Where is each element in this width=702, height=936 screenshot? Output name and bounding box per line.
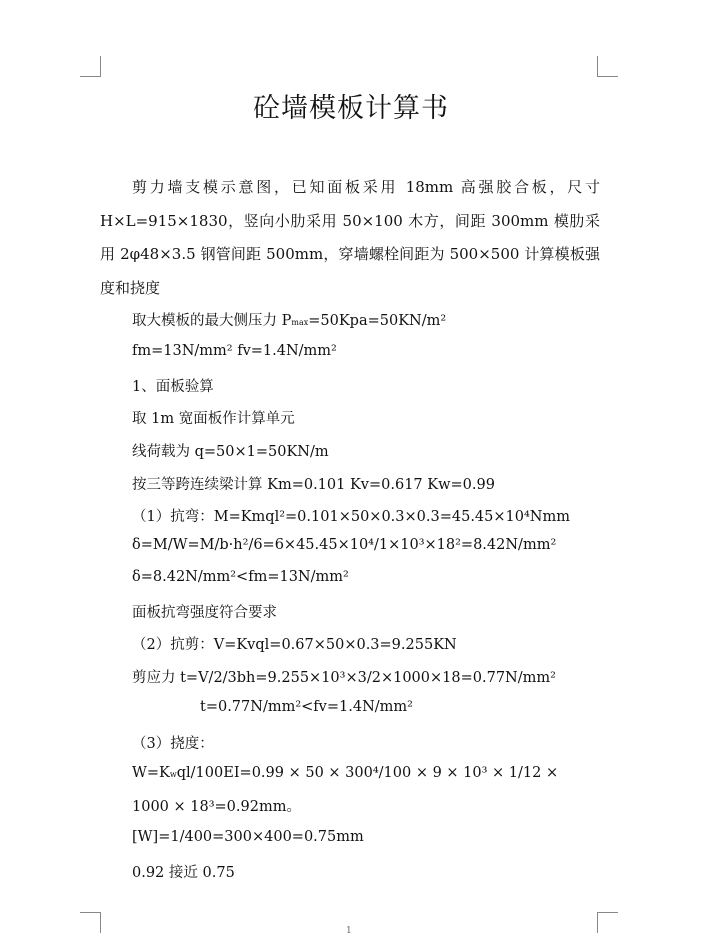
- deflection-subscript: w: [169, 770, 177, 779]
- deflection-formula-line: [132, 757, 598, 823]
- deflection-formula-rest: ql/100EI=0.99 × 50 × 300⁴/100 × 9 × 10³ × 1/12 × 1000 × 18³=0.92mm。: [132, 765, 559, 815]
- bending-compare-line: δ=8.42N/mm²<fm=13N/mm²: [132, 569, 349, 585]
- deflection-formula-start: W=K: [132, 765, 170, 781]
- strength-values-line: fm=13N/mm² fv=1.4N/mm²: [132, 343, 337, 359]
- shear-compare-line: t=0.77N/mm²<fv=1.4N/mm²: [200, 699, 413, 715]
- three-span-line: 按三等跨连续梁计算 Km=0.101 Kv=0.617 Kw=0.99: [132, 477, 495, 493]
- line-load-line: 线荷载为 q=50×1=50KN/m: [132, 444, 329, 460]
- corner-mark-top-left: [80, 56, 101, 77]
- intro-paragraph: 剪力墙支模示意图，已知面板采用 18mm 高强胶合板，尺寸 H×L=915×1830，竖向小肋采用 50×100 木方，间距 300mm 模肋采用 2φ48×3.5 钢管间距 500mm，穿墙螺栓间距为 500×500 计算模板强度和挠度: [100, 178, 600, 297]
- max-pressure-line: [132, 309, 446, 330]
- section-heading-panel-check: 1、面板验算: [132, 379, 214, 395]
- page-number: 1: [346, 926, 352, 936]
- calc-unit-line: 取 1m 宽面板作计算单元: [132, 411, 295, 427]
- corner-mark-bottom-left: [80, 912, 101, 933]
- deflection-heading-line: （3）挠度：: [132, 736, 214, 752]
- document-title: 砼墙模板计算书: [253, 93, 449, 124]
- max-pressure-value: =50Kpa=50KN/m²: [308, 313, 447, 329]
- corner-mark-bottom-right: [597, 912, 618, 933]
- bending-stress-line: δ=M/W=M/b·h²/6=6×45.45×10⁴/1×10³×18²=8.42N/mm²: [132, 537, 557, 553]
- shear-stress-line: 剪应力 t=V/2/3bh=9.255×10³×3/2×1000×18=0.77N/mm²: [132, 670, 556, 686]
- allowable-deflection-line: [W]=1/400=300×400=0.75mm: [132, 829, 364, 845]
- deflection-conclusion-line: 0.92 接近 0.75: [132, 865, 235, 881]
- max-pressure-text: 取大模板的最大侧压力 P: [132, 313, 292, 329]
- bending-moment-line: （1）抗弯：M=Kmql²=0.101×50×0.3×0.3=45.45×10⁴Nmm: [132, 509, 570, 525]
- max-pressure-subscript: max: [291, 318, 309, 327]
- shear-force-line: （2）抗剪：V=Kvql=0.67×50×0.3=9.255KN: [132, 637, 457, 653]
- bending-conclusion-line: 面板抗弯强度符合要求: [132, 605, 277, 621]
- corner-mark-top-right: [597, 56, 618, 77]
